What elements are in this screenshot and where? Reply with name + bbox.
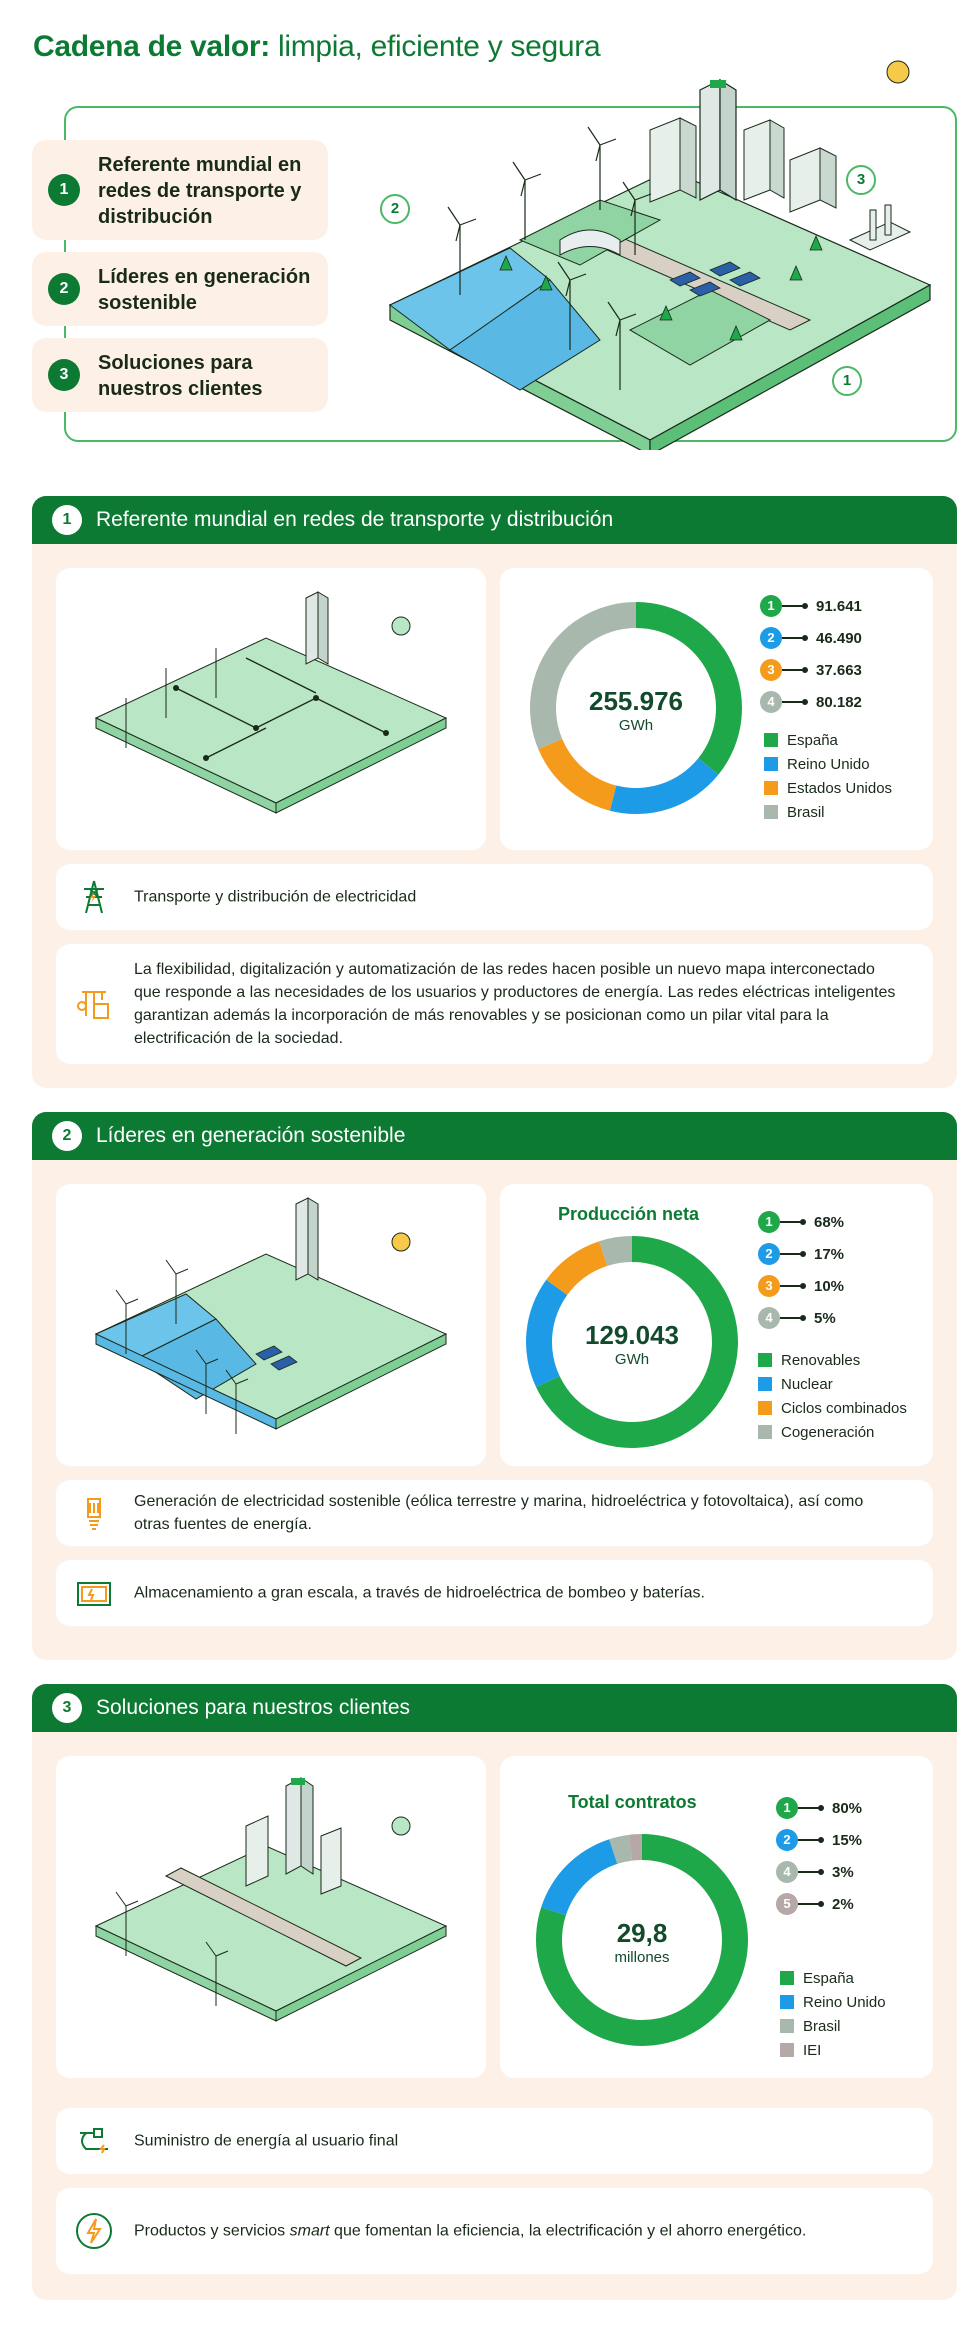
value-badge: 4 (760, 691, 782, 713)
value-connector (782, 605, 806, 607)
legend (758, 1348, 907, 1444)
value-label: 15% (832, 1831, 863, 1849)
grid-illustration (56, 568, 486, 850)
hero-item-3 (32, 338, 328, 412)
legend-item (764, 728, 892, 752)
info-text (134, 2220, 903, 2243)
value-label: 80% (832, 1799, 863, 1817)
plug-supply-icon (72, 2119, 116, 2163)
legend-label: Nuclear (781, 1375, 833, 1393)
info-text-pre: Productos y servicios (134, 2222, 290, 2240)
donut-title: Total contratos (568, 1792, 697, 1812)
donut-total: 129.043 (585, 1320, 679, 1350)
value-badge: 2 (760, 627, 782, 649)
value-row (758, 1302, 844, 1334)
legend-swatch (764, 733, 778, 747)
donut-total: 29,8 (616, 1918, 668, 1948)
info-row (56, 944, 933, 1064)
legend-label: Reino Unido (803, 1993, 886, 2011)
donut-unit: GWh (618, 717, 654, 734)
value-badge: 2 (776, 1829, 798, 1851)
section-number: 1 (52, 505, 82, 535)
section-header (32, 1112, 957, 1160)
info-text-post: que fomentan la eficiencia, la electrificación y el ahorro energético. (329, 2222, 807, 2240)
value-row (760, 686, 862, 718)
legend-label: Estados Unidos (787, 779, 893, 797)
value-row (758, 1238, 844, 1270)
legend (780, 1966, 886, 2062)
value-row (776, 1824, 862, 1856)
legend-label: Brasil (803, 2017, 841, 2035)
value-label: 5% (814, 1309, 836, 1327)
value-list (760, 590, 862, 718)
distribution-donut-card (500, 568, 933, 850)
donut-center (524, 1320, 740, 1368)
info-row (56, 864, 933, 930)
legend-label: Reino Unido (787, 755, 870, 773)
title-light: limpia, eficiente y segura (278, 30, 601, 63)
section-header (32, 1684, 957, 1732)
value-connector (780, 1253, 804, 1255)
donut-total: 255.976 (589, 686, 683, 716)
legend-swatch (780, 2019, 794, 2033)
donut-center (534, 1918, 750, 1966)
generation-illustration (56, 1184, 486, 1466)
legend-swatch (758, 1401, 772, 1415)
legend-swatch (758, 1353, 772, 1367)
value-connector (798, 1903, 822, 1905)
section-title: Referente mundial en redes de transporte y distribución (96, 508, 614, 531)
info-row (56, 2108, 933, 2174)
legend-swatch (764, 757, 778, 771)
legend-label: España (787, 731, 838, 749)
grid-illustration-card (56, 568, 486, 850)
clients-illustration-card (56, 1756, 486, 2078)
donut-slice-2 (610, 758, 719, 814)
value-connector (798, 1839, 822, 1841)
value-connector (798, 1807, 822, 1809)
value-row (760, 622, 862, 654)
legend-item (780, 1966, 886, 1990)
legend-item (758, 1420, 907, 1444)
value-row (776, 1792, 862, 1824)
donut-title: Producción neta (558, 1204, 700, 1224)
section-number: 3 (52, 1693, 82, 1723)
legend-swatch (764, 781, 778, 795)
value-connector (780, 1317, 804, 1319)
info-text: Transporte y distribución de electricidad (134, 888, 417, 906)
legend-label: Renovables (781, 1351, 861, 1369)
legend-swatch (780, 1995, 794, 2009)
donut-unit: GWh (614, 1351, 650, 1368)
section-redes (32, 496, 957, 1088)
value-row (758, 1206, 844, 1238)
value-row (776, 1856, 862, 1888)
value-badge: 1 (758, 1211, 780, 1233)
value-connector (780, 1285, 804, 1287)
lightning-circle-icon (72, 2209, 116, 2253)
value-list (776, 1792, 862, 1920)
info-text: La flexibilidad, digitalización y automatización de las redes hacen posible un nuevo mapa interconectado que responde a las necesidades de los usuarios y productores de energía. Las redes eléctricas inteligentes garantizan además la incorporación de más renovables y se posicionan como un pilar vital para la electrificación de la sociedad. (134, 961, 896, 1047)
light-bulb-icon (72, 1491, 116, 1535)
battery-storage-icon (72, 1571, 116, 1615)
section-title: Soluciones para nuestros clientes (96, 1696, 411, 1719)
legend-item (780, 1990, 886, 2014)
donut-slice-2 (541, 1839, 617, 1915)
value-connector (780, 1221, 804, 1223)
value-badge: 2 (758, 1243, 780, 1265)
value-label: 80.182 (816, 693, 862, 711)
info-row (56, 2188, 933, 2274)
legend-label: Ciclos combinados (781, 1399, 907, 1417)
title-bold: Cadena de valor: (33, 30, 270, 63)
hero-item-label: Líderes en generación sostenible (98, 266, 311, 314)
generation-illustration-card (56, 1184, 486, 1466)
value-connector (782, 669, 806, 671)
value-badge: 1 (760, 595, 782, 617)
value-badge: 3 (760, 659, 782, 681)
smart-grid-icon (72, 982, 116, 1026)
legend-swatch (758, 1377, 772, 1391)
hero-number-badge: 2 (48, 273, 80, 305)
production-donut-card (500, 1184, 933, 1466)
value-label: 3% (832, 1863, 854, 1881)
legend-item (780, 2014, 886, 2038)
value-label: 46.490 (816, 629, 862, 647)
value-label: 2% (832, 1895, 854, 1913)
legend-swatch (764, 805, 778, 819)
legend-swatch (780, 2043, 794, 2057)
contracts-donut-card (500, 1756, 933, 2078)
value-label: 17% (814, 1245, 845, 1263)
value-label: 37.663 (816, 661, 862, 679)
section-title: Líderes en generación sostenible (96, 1124, 406, 1147)
hero-item-2 (32, 252, 328, 326)
legend-label: IEI (803, 2041, 822, 2059)
info-text: Almacenamiento a gran escala, a través de hidroeléctrica de bombeo y baterías. (134, 1584, 705, 1602)
legend-label: España (803, 1969, 854, 1987)
value-badge: 4 (758, 1307, 780, 1329)
value-badge: 5 (776, 1893, 798, 1915)
transmission-tower-icon (72, 875, 116, 919)
value-label: 68% (814, 1213, 845, 1231)
hero-item-label: Referente mundial en redes de transporte y distribución (98, 154, 302, 228)
legend-label: Cogeneración (781, 1423, 875, 1441)
legend (764, 728, 892, 824)
value-connector (782, 637, 806, 639)
legend-item (758, 1372, 907, 1396)
clients-illustration (56, 1756, 486, 2078)
info-row (56, 1560, 933, 1626)
info-text: Generación de electricidad sostenible (eólica terrestre y marina, hidroeléctrica y fotovoltaica), así como otras fuentes de energía. (134, 1493, 864, 1533)
hero-number-badge: 3 (48, 359, 80, 391)
value-badge: 3 (758, 1275, 780, 1297)
section-header (32, 496, 957, 544)
value-row (776, 1888, 862, 1920)
value-chain-illustration (370, 50, 950, 450)
hero-number-badge: 1 (48, 174, 80, 206)
value-badge: 1 (776, 1797, 798, 1819)
hero-item-label: Soluciones para nuestros clientes (98, 352, 263, 400)
value-row (760, 590, 862, 622)
info-text-emphasis: smart (289, 2222, 330, 2240)
donut-unit: millones (614, 1949, 670, 1966)
section-clientes (32, 1684, 957, 2300)
section-number: 2 (52, 1121, 82, 1151)
value-list (758, 1206, 844, 1334)
legend-item (758, 1396, 907, 1420)
legend-swatch (758, 1425, 772, 1439)
hero-badge-3: 3 (846, 165, 876, 195)
hero-item-1 (32, 140, 328, 240)
legend-item (780, 2038, 886, 2062)
hero-list (32, 140, 328, 424)
hero-badge-1: 1 (832, 366, 862, 396)
legend-swatch (780, 1971, 794, 1985)
donut-center (528, 686, 744, 734)
hero-badge-2: 2 (380, 194, 410, 224)
legend-label: Brasil (787, 803, 825, 821)
info-text: Suministro de energía al usuario final (134, 2132, 399, 2150)
value-row (758, 1270, 844, 1302)
value-badge: 4 (776, 1861, 798, 1883)
value-connector (782, 701, 806, 703)
value-connector (798, 1871, 822, 1873)
info-row (56, 1480, 933, 1546)
legend-item (758, 1348, 907, 1372)
legend-item (764, 752, 892, 776)
value-row (760, 654, 862, 686)
donut-slice-3 (538, 739, 616, 811)
value-label: 10% (814, 1277, 845, 1295)
legend-item (764, 776, 892, 800)
section-generacion (32, 1112, 957, 1660)
value-label: 91.641 (816, 597, 862, 615)
legend-item (764, 800, 892, 824)
